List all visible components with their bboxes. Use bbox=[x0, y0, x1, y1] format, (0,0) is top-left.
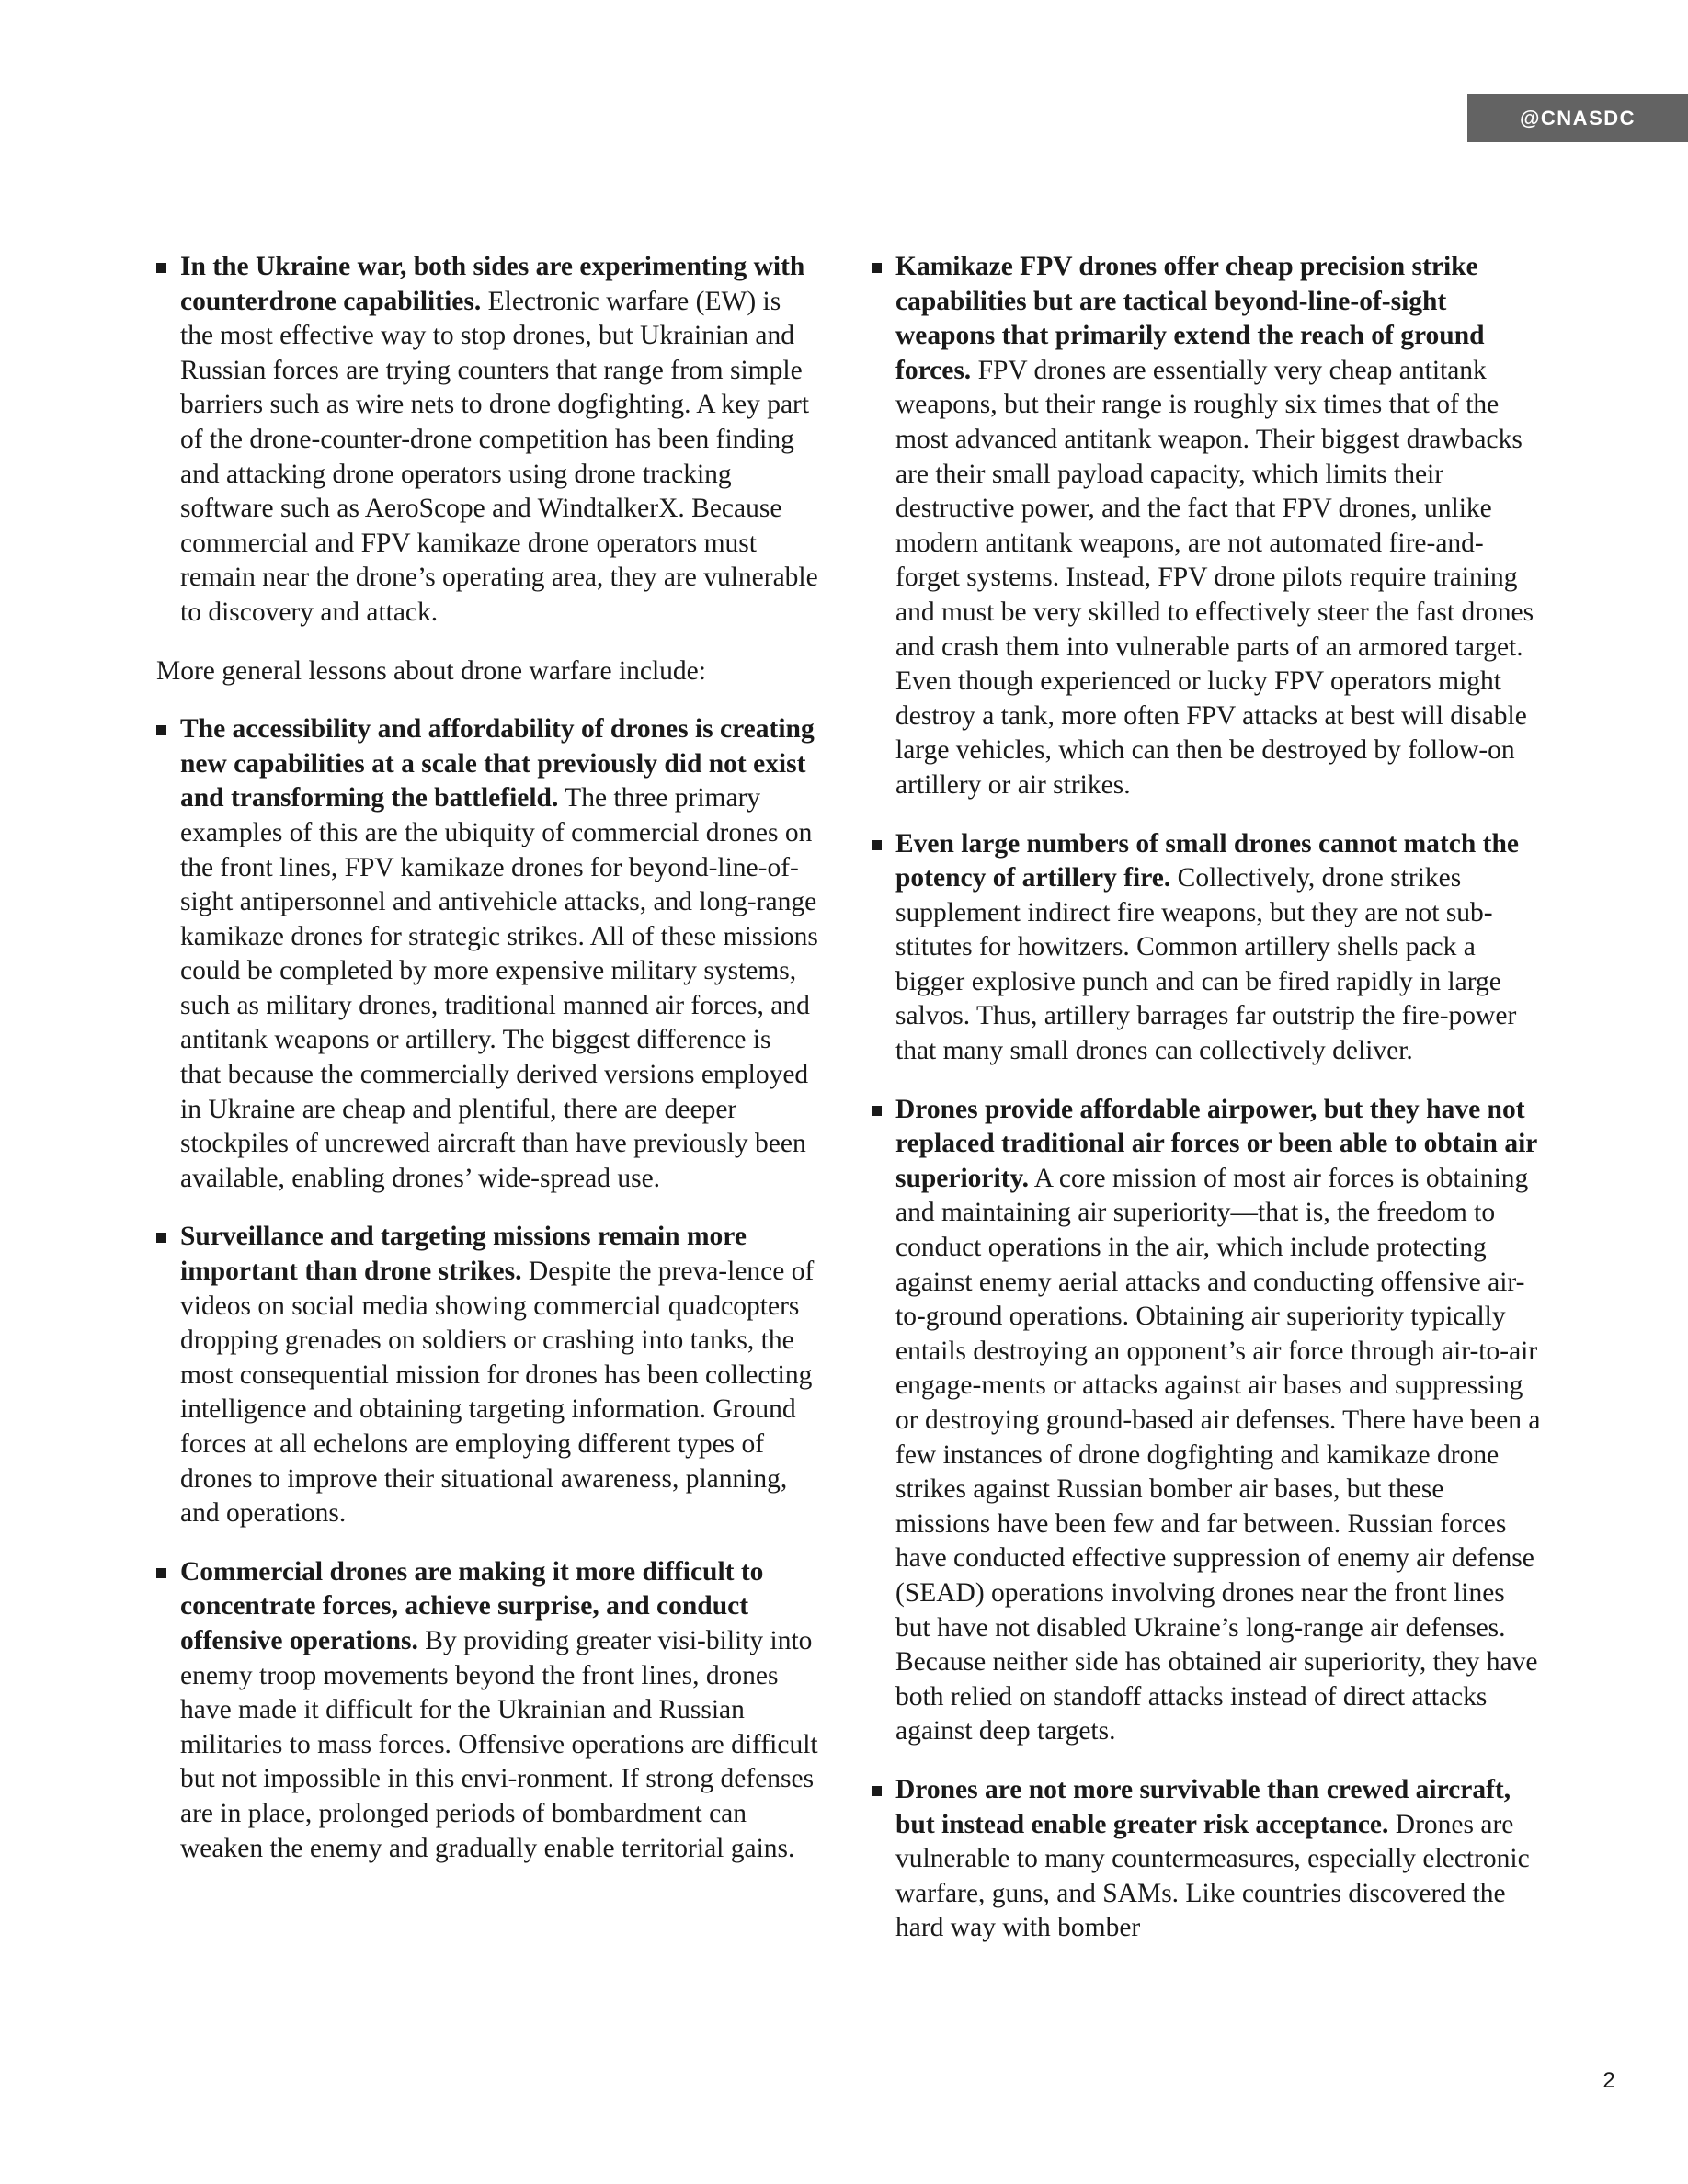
bullet-item bbox=[156, 1555, 818, 1866]
right-bullet-list bbox=[872, 250, 1545, 1946]
bullet-body: By providing greater visi-bility into enemy troop movements beyond the front lines, drones have made it difficult for the Ukrainian and Russian militaries to mass forces. Offensive operations are difficult but not impossible in this envi-ronment. If strong defenses are in place, prolonged periods of bombardment can weaken the enemy and gradually enable territorial gains. bbox=[180, 1625, 818, 1863]
bullet-body: FPV drones are essentially very cheap antitank weapons, but their range is roughly six times that of the most advanced antitank weapon. Their biggest drawbacks are their small payload capacity, which limits their destructive power, and the fact that FPV drones, unlike modern antitank weapons, are not automated fire-and-forget systems. Instead, FPV drone pilots require training and must be very skilled to effectively steer the fast drones and crash them into vulnerable parts of an armored target. Even though experienced or lucky FPV operators might destroy a tank, more often FPV attacks at best will disable large vehicles, which can then be destroyed by follow-on artillery or air strikes. bbox=[895, 355, 1534, 800]
bullet-lead: Commercial drones are making it more difficult to concentrate forces, achieve surprise, and conduct offensive operations. bbox=[180, 1556, 764, 1655]
bullet-lead: The accessibility and affordability of drones is creating new capabilities at a scale that previously did not exist and transforming the battlefield. bbox=[180, 714, 815, 813]
bullet-lead: Surveillance and targeting missions remain more important than drone strikes. bbox=[180, 1222, 747, 1287]
bullet-lead: Drones are not more survivable than crewed aircraft, but instead enable greater risk acceptance. bbox=[895, 1774, 1511, 1839]
lessons-intro: More general lessons about drone warfare include: bbox=[156, 655, 706, 686]
top-bullet-list bbox=[156, 250, 818, 631]
bullet-item bbox=[872, 827, 1545, 1069]
bullet-item bbox=[156, 712, 818, 1196]
bullet-body: Drones are vulnerable to many countermeasures, especially electronic warfare, guns, and SAMs. Like countries discovered the hard way with bomber bbox=[895, 1809, 1530, 1943]
bullet-lead: Kamikaze FPV drones offer cheap precision strike capabilities but are tactical beyond-line-of-sight weapons that primarily extend the reach of ground forces. bbox=[895, 252, 1485, 385]
bullet-item bbox=[156, 1220, 818, 1530]
bullet-body: A core mission of most air forces is obtaining and maintaining air superiority—that is, the freedom to conduct operations in the air, which include protecting against enemy aerial attacks and conducting offensive air-to-ground operations. Obtaining air superiority typically entails destroying an opponent’s air force through air-to-air engage-ments or attacks against air bases and suppressing or destroying ground-based air defenses. There have been a few instances of drone dogfighting and kamikaze drone strikes against Russian bomber air bases, but these missions have been few and far between. Russian forces have conducted effective suppression of enemy air defense (SEAD) operations involving drones near the front lines but have not disabled Ukraine’s long-range air defenses. Because neither side has obtained air superiority, they have both relied on standoff attacks instead of direct attacks against deep targets. bbox=[895, 1163, 1541, 1746]
left-column bbox=[156, 250, 818, 1890]
bullet-item bbox=[872, 1093, 1545, 1749]
bullet-item bbox=[872, 250, 1545, 803]
bullet-item bbox=[156, 250, 818, 631]
lessons-bullet-list bbox=[156, 712, 818, 1866]
twitter-handle-tag: @CNASDC bbox=[1467, 94, 1688, 142]
page-number: 2 bbox=[1602, 2068, 1615, 2093]
bullet-lead: Drones provide affordable airpower, but they have not replaced traditional air forces or been able to obtain air superiority. bbox=[895, 1094, 1537, 1193]
bullet-item bbox=[872, 1773, 1545, 1946]
bullet-body: Electronic warfare (EW) is the most effective way to stop drones, but Ukrainian and Russian forces are trying counters that range from simple barriers such as wire nets to drone dogfighting. A key part of the drone-counter-drone competition has been finding and attacking drone operators using drone tracking software such as AeroScope and WindtalkerX. Because commercial and FPV kamikaze drone operators must remain near the drone’s operating area, they are vulnerable to discovery and attack. bbox=[180, 286, 818, 627]
right-column bbox=[872, 250, 1545, 1970]
bullet-body: The three primary examples of this are the ubiquity of commercial drones on the front lines, FPV kamikaze drones for beyond-line-of-sight antipersonnel and antivehicle attacks, and long-range kamikaze drones for strategic strikes. All of these missions could be completed by more expensive military systems, such as military drones, traditional manned air forces, and antitank weapons or artillery. The biggest difference is that because the commercially derived versions employed in Ukraine are cheap and plentiful, there are deeper stockpiles of uncrewed aircraft than have previously been available, enabling drones’ wide-spread use. bbox=[180, 783, 818, 1193]
bullet-body: Collectively, drone strikes supplement indirect fire weapons, but they are not sub-stitutes for howitzers. Common artillery shells pack a bigger explosive punch and can be fired rapidly in large salvos. Thus, artillery barrages far outstrip the fire-power that many small drones can collectively deliver. bbox=[895, 863, 1517, 1066]
bullet-lead: Even large numbers of small drones cannot match the potency of artillery fire. bbox=[895, 828, 1519, 893]
bullet-body: Despite the preva-lence of videos on social media showing commercial quadcopters dropping grenades on soldiers or crashing into tanks, the most consequential mission for drones has been collecting intelligence and obtaining targeting information. Ground forces at all echelons are employing different types of drones to improve their situational awareness, planning, and operations. bbox=[180, 1257, 815, 1529]
bullet-lead: In the Ukraine war, both sides are experimenting with counterdrone capabilities. bbox=[180, 252, 805, 316]
